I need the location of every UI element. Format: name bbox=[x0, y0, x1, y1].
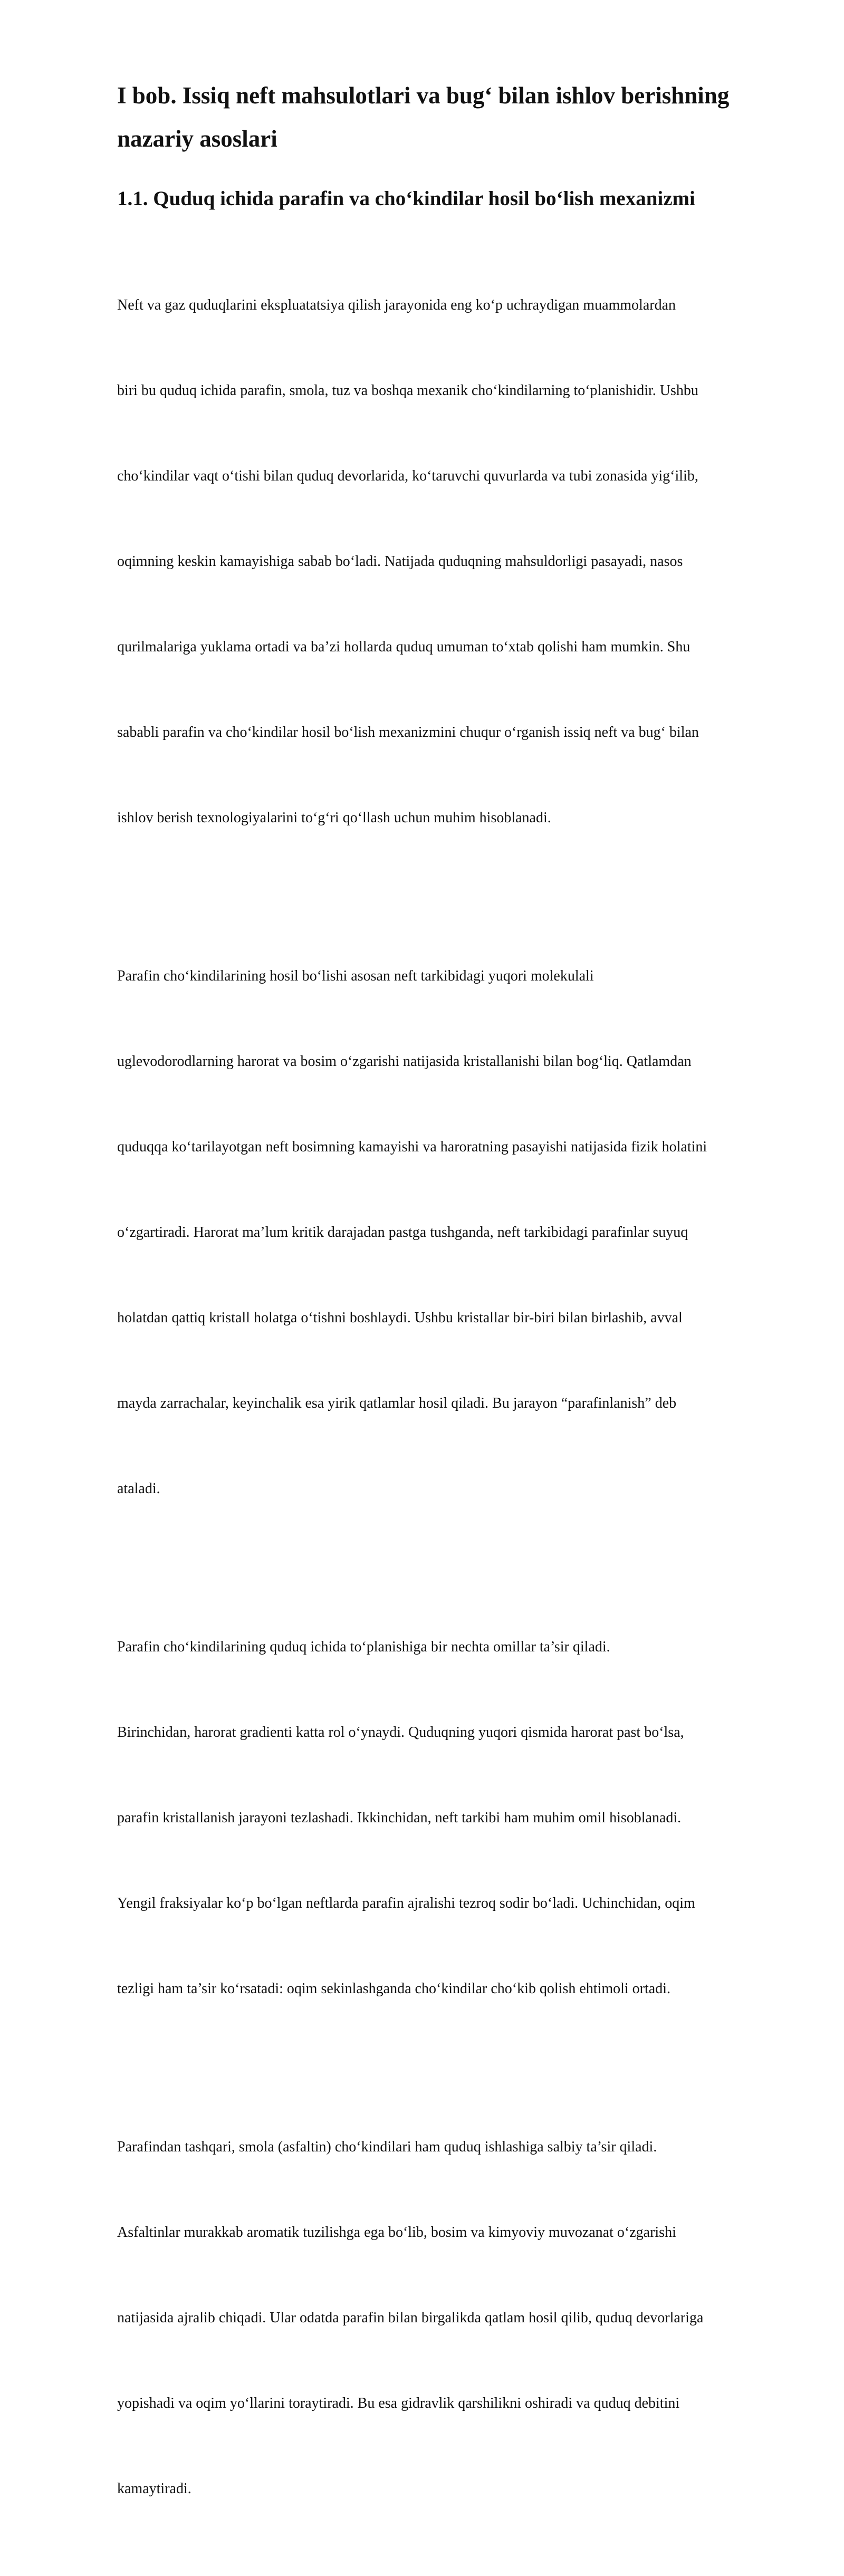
paragraph-line: parafin kristallanish jarayoni tezlashadi. Ikkinchidan, neft tarkibi ham muhim omil hisoblanadi. bbox=[117, 1810, 682, 1826]
paragraph-line: sababli parafin va cho‘kindilar hosil bo‘lish mexanizmini chuqur o‘rganish issiq neft va bug‘ bilan bbox=[117, 724, 699, 741]
paragraph-line: ataladi. bbox=[117, 1481, 160, 1497]
chapter-title-line: nazariy asoslari bbox=[117, 126, 277, 152]
paragraph-4 bbox=[117, 2076, 782, 2560]
paragraph-line: quduqqa ko‘tarilayotgan neft bosimning kamayishi va haroratning pasayishi natijasida fizik holatini bbox=[117, 1139, 707, 1155]
paragraph-line: Birinchidan, harorat gradienti katta rol o‘ynaydi. Quduqning yuqori qismida harorat past bo‘lsa, bbox=[117, 1724, 684, 1741]
paragraph-line: ishlov berish texnologiyalarini to‘g‘ri qo‘llash uchun muhim hisoblanadi. bbox=[117, 810, 551, 826]
paragraph-line: o‘zgartiradi. Harorat ma’lum kritik darajadan pastga tushganda, neft tarkibidagi parafinlar suyuq bbox=[117, 1224, 688, 1241]
paragraph-line: kamaytiradi. bbox=[117, 2481, 191, 2497]
paragraph-line: Neft va gaz quduqlarini ekspluatatsiya qilish jarayonida eng ko‘p uchraydigan muammolardan bbox=[117, 297, 676, 313]
paragraph-line: yopishadi va oqim yo‘llarini toraytiradi. Bu esa gidravlik qarshilikni oshiradi va quduq debitini bbox=[117, 2395, 680, 2411]
chapter-title-line: I bob. Issiq neft mahsulotlari va bug‘ bilan ishlov berishning bbox=[117, 82, 730, 109]
paragraph-line: mayda zarrachalar, keyinchalik esa yirik qatlamlar hosil qiladi. Bu jarayon “parafinlanish” deb bbox=[117, 1395, 677, 1411]
chapter-title bbox=[117, 74, 782, 160]
paragraph-line: uglevodorodlarning harorat va bosim o‘zgarishi natijasida kristallanishi bilan bog‘liq. Qatlamdan bbox=[117, 1053, 692, 1070]
paragraph-line: Parafindan tashqari, smola (asfaltin) cho‘kindilari ham quduq ishlashiga salbiy ta’sir qiladi. bbox=[117, 2139, 657, 2155]
paragraph-line: Parafin cho‘kindilarining quduq ichida to‘planishiga bir nechta omillar ta’sir qiladi. bbox=[117, 1639, 610, 1655]
document-page bbox=[117, 74, 782, 2576]
paragraph-line: biri bu quduq ichida parafin, smola, tuz va boshqa mexanik cho‘kindilarning to‘planishidir. Ushbu bbox=[117, 382, 698, 399]
paragraph-1 bbox=[117, 234, 782, 889]
paragraph-line: natijasida ajralib chiqadi. Ular odatda parafin bilan birgalikda qatlam hosil qilib, quduq devorlariga bbox=[117, 2310, 704, 2326]
paragraph-line: Parafin cho‘kindilarining hosil bo‘lishi asosan neft tarkibidagi yuqori molekulali bbox=[117, 968, 594, 984]
paragraph-line: Asfaltinlar murakkab aromatik tuzilishga ega bo‘lib, bosim va kimyoviy muvozanat o‘zgarishi bbox=[117, 2224, 676, 2241]
paragraph-line: cho‘kindilar vaqt o‘tishi bilan quduq devorlarida, ko‘taruvchi quvurlarda va tubi zonasida yig‘ilib, bbox=[117, 468, 698, 484]
paragraph-2 bbox=[117, 905, 782, 1560]
paragraph-line: holatdan qattiq kristall holatga o‘tishni boshlaydi. Ushbu kristallar bir-biri bilan birlashib, avval bbox=[117, 1310, 683, 1326]
section-title: 1.1. Quduq ichida parafin va cho‘kindilar hosil bo‘lish mexanizmi bbox=[117, 187, 695, 210]
paragraph-line: tezligi ham ta’sir ko‘rsatadi: oqim sekinlashganda cho‘kindilar cho‘kib qolish ehtimoli ortadi. bbox=[117, 1981, 670, 1997]
paragraph-line: Yengil fraksiyalar ko‘p bo‘lgan neftlarda parafin ajralishi tezroq sodir bo‘ladi. Uchinchidan, oqim bbox=[117, 1895, 695, 1911]
paragraph-line: qurilmalariga yuklama ortadi va ba’zi hollarda quduq umuman to‘xtab qolishi ham mumkin. Shu bbox=[117, 639, 690, 655]
paragraph-3 bbox=[117, 1576, 782, 2060]
paragraph-line: oqimning keskin kamayishiga sabab bo‘ladi. Natijada quduqning mahsuldorligi pasayadi, nasos bbox=[117, 553, 683, 570]
